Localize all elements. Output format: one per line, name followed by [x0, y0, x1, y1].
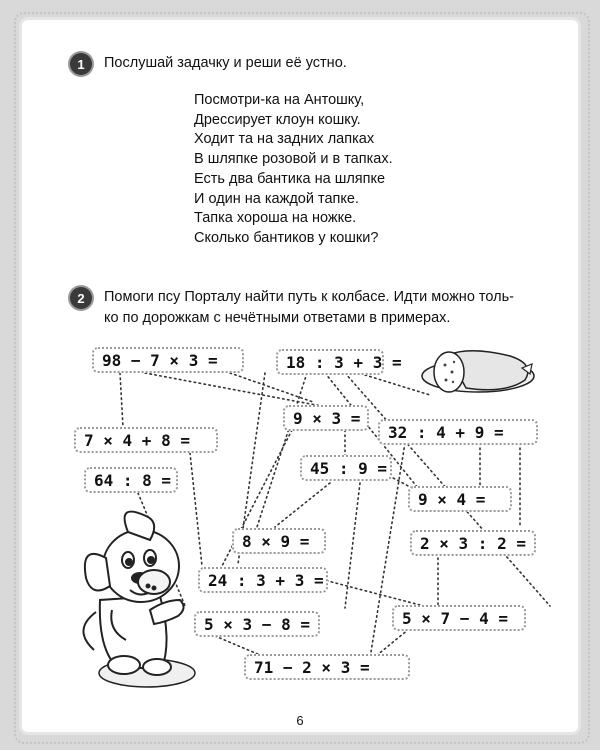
task-2-instruction-line-2: ко по дорожкам с нечётными ответами в примерах. [104, 310, 451, 326]
maze-path [190, 453, 202, 566]
task-2-instruction-line-1: Помоги псу Порталу найти путь к колбасе. Идти можно толь- [104, 289, 514, 305]
expression-box[interactable]: 7 × 4 + 8 = [74, 427, 218, 453]
poem-line: Тапка хороша на ножке. [194, 210, 357, 227]
page-number: 6 [296, 713, 304, 728]
expression-box[interactable]: 8 × 9 = [232, 528, 326, 554]
maze-path [275, 483, 330, 527]
maze-path [145, 373, 332, 408]
expression-box[interactable]: 5 × 3 − 8 = [194, 611, 320, 637]
poem-line: Ходит та на задних лапках [194, 131, 375, 148]
maze-path [215, 636, 260, 655]
expression-box[interactable]: 98 − 7 × 3 = [92, 347, 244, 373]
expression-box[interactable]: 71 − 2 × 3 = [244, 654, 410, 680]
expression-box[interactable]: 2 × 3 : 2 = [410, 530, 536, 556]
expression-box[interactable]: 9 × 4 = [408, 486, 512, 512]
expression-box[interactable]: 64 : 8 = [84, 467, 178, 493]
maze-path [230, 373, 313, 402]
expression-box[interactable]: 32 : 4 + 9 = [378, 419, 538, 445]
task-1-number: 1 [77, 56, 85, 72]
expression-box[interactable]: 9 × 3 = [283, 405, 369, 431]
maze-path [345, 483, 360, 608]
poem-line: Дрессирует клоун кошку. [194, 111, 361, 128]
expression-box[interactable]: 5 × 7 − 4 = [392, 605, 526, 631]
poem-line: В шляпке розовой и в тапках. [194, 151, 393, 168]
poem-line: Посмотри-ка на Антошку, [194, 92, 365, 108]
expression-box[interactable]: 45 : 9 = [300, 455, 392, 481]
poem-line: Есть два бантика на шляпке [194, 170, 386, 187]
task-1-instruction: Послушай задачку и реши её устно. [104, 55, 347, 71]
poem-line: Сколько бантиков у кошки? [194, 229, 379, 246]
maze-path [365, 375, 430, 395]
expression-box[interactable]: 24 : 3 + 3 = [198, 567, 328, 593]
expression-box[interactable]: 18 : 3 + 3 = [276, 349, 384, 375]
maze-path [120, 373, 123, 427]
sausage-illustration [422, 351, 534, 392]
task-2-number: 2 [77, 290, 85, 306]
dog-illustration [83, 512, 195, 687]
poem-line: И один на каждой тапке. [194, 190, 359, 207]
